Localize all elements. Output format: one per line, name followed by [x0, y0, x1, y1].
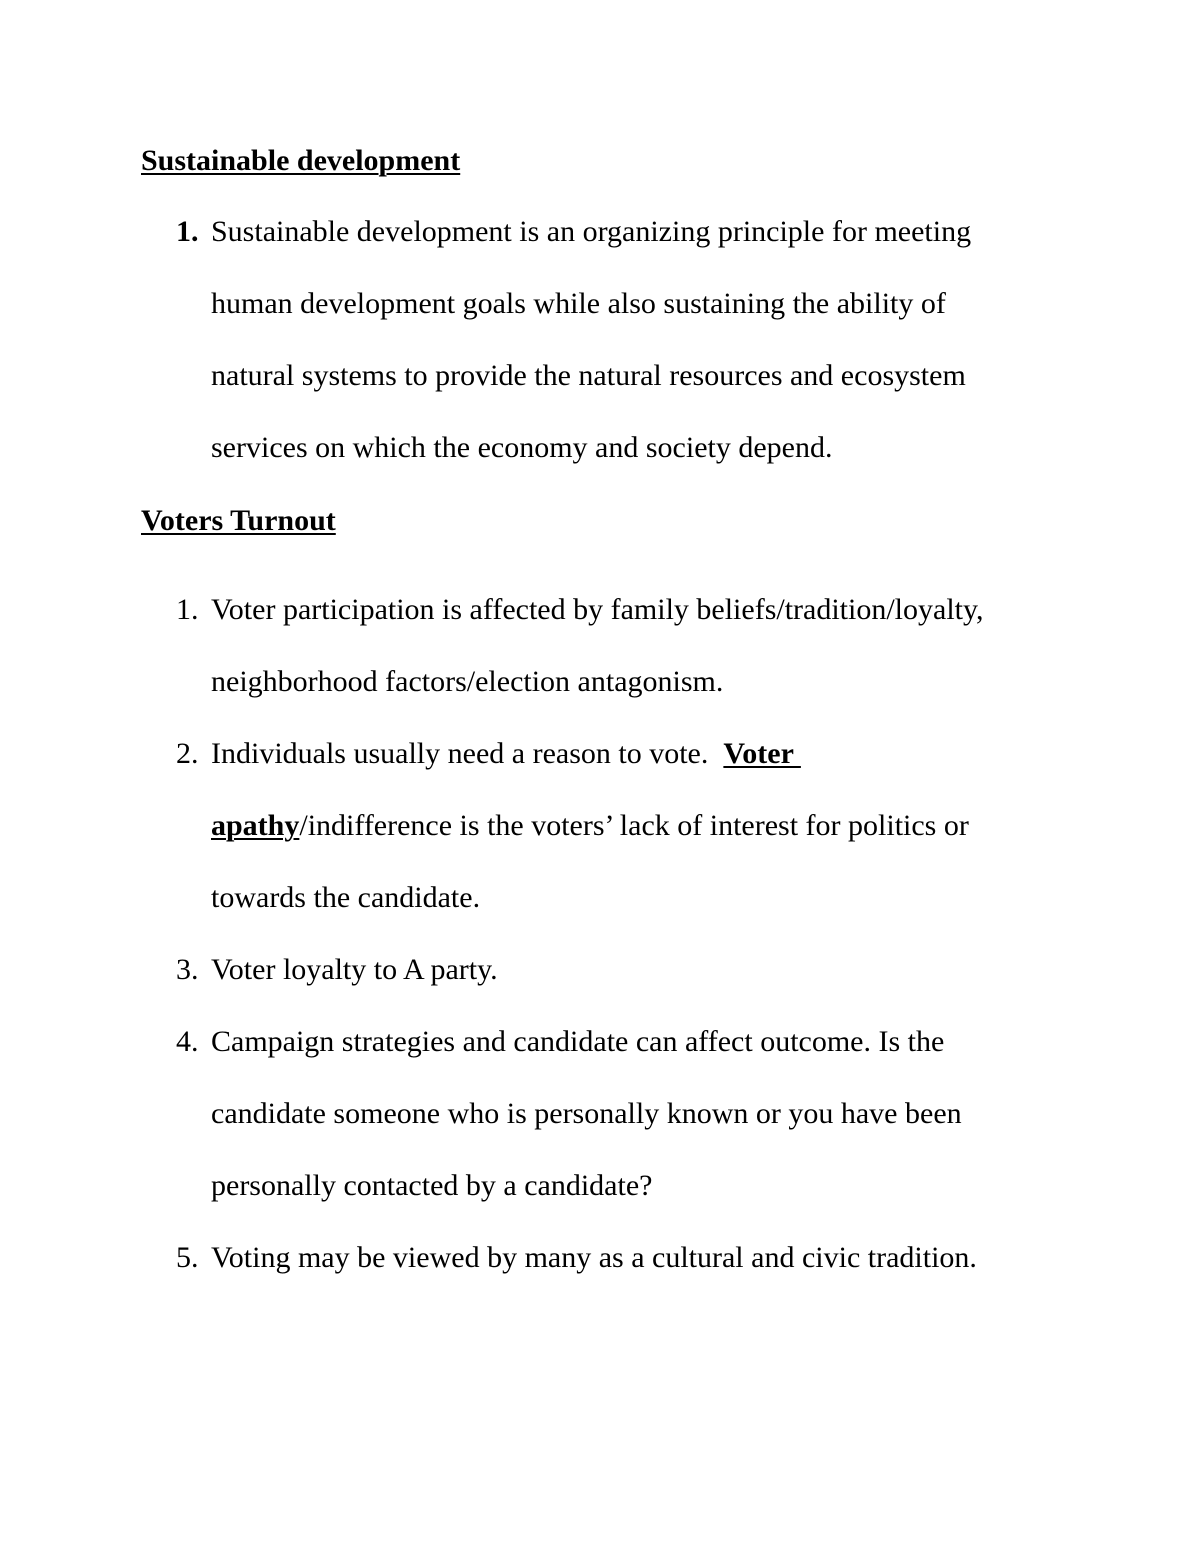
list-item-text [211, 574, 1041, 718]
text-line: neighborhood factors/election antagonism. [211, 665, 724, 698]
list-item-number: 1. [176, 593, 199, 626]
list-item-number: 2. [176, 737, 199, 770]
list-item-number: 1. [176, 215, 199, 248]
text-line: Campaign strategies and candidate can affect outcome. Is the [211, 1025, 945, 1058]
section-heading-sustainable-development: Sustainable development [141, 144, 461, 177]
emphasized-term: Voter [723, 737, 801, 770]
text-line [211, 718, 1041, 790]
text-run: /indifference is the voters’ lack of interest for politics or [299, 809, 969, 842]
text-line: Voting may be viewed by many as a cultural and civic tradition. [211, 1241, 977, 1274]
list-item-text [211, 1222, 1041, 1294]
text-line: human development goals while also sustaining the ability of [211, 287, 946, 320]
list-item-number: 5. [176, 1241, 199, 1274]
emphasized-term: apathy [211, 809, 300, 842]
text-line: candidate someone who is personally known or you have been [211, 1097, 962, 1130]
list-item-text [211, 196, 1041, 484]
text-line: Voter loyalty to A party. [211, 953, 498, 986]
section-heading-voters-turnout: Voters Turnout [141, 504, 336, 537]
list-item-text [211, 1006, 1041, 1222]
list-item-number: 4. [176, 1025, 199, 1058]
text-line: Sustainable development is an organizing principle for meeting [211, 215, 972, 248]
text-line: natural systems to provide the natural resources and ecosystem [211, 359, 966, 392]
list-item-text [211, 934, 1041, 1006]
list-item-text [211, 718, 1041, 934]
text-line: Voter participation is affected by family beliefs/tradition/loyalty, [211, 593, 984, 626]
text-line: towards the candidate. [211, 881, 481, 914]
list-item-number: 3. [176, 953, 199, 986]
text-line: services on which the economy and society depend. [211, 431, 833, 464]
text-run: Individuals usually need a reason to vote. [211, 737, 724, 770]
text-line: personally contacted by a candidate? [211, 1169, 653, 1202]
text-line [211, 790, 1041, 862]
